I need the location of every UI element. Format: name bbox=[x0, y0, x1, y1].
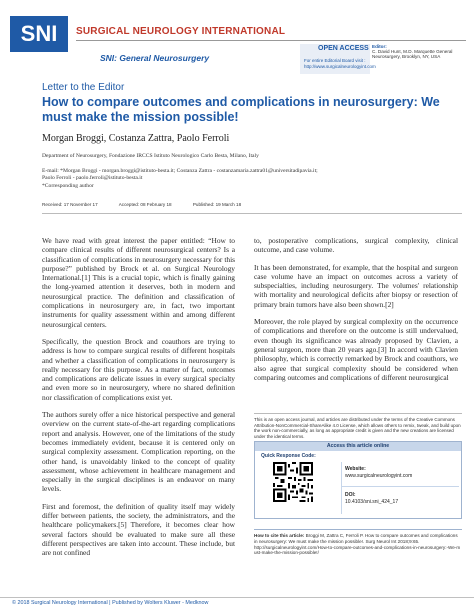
body-paragraph: The authors surely offer a nice historical perspective and general overview on the current state-of-the-art regarding complications report and analysis. However, one of the limitations of the study becomes immediately evident, because it is centered only on surgical complexity assessment. Complication reporting, on the other hand, is unavoidably linked to the concept of quality assessment, whose achievement in healthcare management and especially in the surgical disciplines is an endeavor on many levels. bbox=[42, 410, 235, 494]
cite-url[interactable]: http://surgicalneurologyint.com/How-to-compare-outcomes-and-complications-in-neurosurgery:-We-must-make-the-mission-possible!/ bbox=[254, 544, 461, 556]
article-affiliation: Department of Neurosurgery, Fondazione IRCCS Istituto Neurologico Carlo Besta, Milano, Italy bbox=[42, 153, 259, 159]
email-line-1[interactable]: E-mail: *Morgan Broggi - morgan.broggi@istituto-besta.it; Costanza Zattra - costanzamaria.zattra01@universitadipavia.it; bbox=[42, 168, 318, 174]
open-access-text[interactable]: For entire Editorial Board visit : http://www.surgicalneurologyint.com bbox=[304, 58, 376, 69]
access-box-divider bbox=[341, 486, 459, 487]
author-emails bbox=[42, 168, 462, 190]
journal-header bbox=[0, 0, 474, 72]
body-left-column bbox=[42, 236, 235, 566]
received-date: Received: 17 November 17 bbox=[42, 202, 98, 207]
corresponding-author: *Corresponding author bbox=[42, 182, 94, 189]
accepted-date: Accepted: 08 February 18 bbox=[118, 202, 172, 207]
editor-label: Editor: bbox=[372, 44, 387, 49]
qr-code-icon[interactable] bbox=[273, 462, 313, 502]
editor-text: C. David Hunt, M.D. Marquette General Neurosurgery, Brooklyn, NY, USA bbox=[372, 49, 453, 60]
body-paragraph: We have read with great interest the paper entitled: “How to compare clinical results of different neurosurgical centers? Is a classification of complications in neurosurgery necessary for this purpose?” published by Brock et al. on Surgical Neurology International.[1] This is a crucial topic, which is finally gaining the long-yearned attention it deserves, both in modern and neurosurgical practice. The definition and classification of complications in neurosurgery are, in fact, two important instruments for quality assessment within and among different neurosurgical centers. bbox=[42, 236, 235, 329]
email-line-2[interactable]: Paolo Ferroli - paolo.ferroli@istituto-besta.it bbox=[42, 175, 143, 182]
body-paragraph: First and foremost, the definition of quality itself may widely differ between patients, the society, the administrators, and the healthcare policymakers.[5] Therefore, it becomes clear how several factors should be evaluated to make sure all these different perspectives are taken into account. These include, but are not confined bbox=[42, 501, 235, 558]
open-access-label: OPEN ACCESS bbox=[318, 45, 369, 52]
website-label: Website: bbox=[345, 466, 366, 472]
body-paragraph: Specifically, the question Brock and coauthors are trying to address is how to compare surgical results of different hospitals and whether a classification of complications in neurosurgery is really necessary for this purpose. As a matter of fact, outcomes and complications are delicate issues in every surgical specialty and even more so in neurosurgery, where no shared definition nor classification of complications exist yet. bbox=[42, 336, 235, 402]
doi-link[interactable]: 10.4103/sni.sni_424_17 bbox=[345, 499, 399, 505]
body-paragraph: Moreover, the role played by surgical complexity on the occurrence of complications and therefore on the outcome is still undervalued, even though its significance was already proposed by Clavien, a general surgeon, more than 20 years ago.[3] In accord with Clavien philosophy, which is correctly remarked by Brock and coauthors, we also agree that surgical complexity should be considered when comparing outcomes and complications of different neurosurgical bbox=[254, 317, 458, 382]
license-notice: This is an open access journal, and articles are distributed under the terms of the Creative Commons Attribution-NonCommercial-ShareAlike 4.0 License, which allows others to remix, tweak, and build upon the work non-commercially, as long as appropriate credit is given and the new creations are licensed under the identical terms. bbox=[254, 413, 462, 439]
article-dates bbox=[42, 202, 261, 207]
access-box-divider bbox=[341, 462, 342, 514]
header-divider bbox=[76, 40, 466, 41]
access-article-box bbox=[254, 441, 462, 519]
cite-label: How to cite this article: bbox=[254, 533, 305, 538]
website-link[interactable]: www.surgicalneurologyint.com bbox=[345, 473, 413, 479]
article-title: How to compare outcomes and complications in neurosurgery: We must make the mission possible! bbox=[42, 95, 440, 124]
access-box-heading: Access this article online bbox=[255, 442, 461, 451]
footer-divider bbox=[0, 597, 474, 598]
journal-title: SURGICAL NEUROLOGY INTERNATIONAL bbox=[76, 26, 286, 37]
journal-logo: SNI bbox=[10, 16, 68, 52]
section-label: Letter to the Editor bbox=[42, 82, 125, 93]
body-paragraph: to, postoperative complications, surgical complexity, clinical outcome, and case volume. bbox=[254, 236, 458, 255]
cite-text: Broggi M, Zattra C, Ferroli P. How to compare outcomes and complications in neurosurgery: We must make the mission possible!. Surg Neurol Int 2018;9:65. bbox=[254, 533, 458, 544]
published-date: Published: 19 March 18 bbox=[192, 202, 242, 207]
how-to-cite bbox=[254, 529, 462, 556]
journal-subtitle: SNI: General Neurosurgery bbox=[100, 53, 210, 63]
body-right-column bbox=[254, 236, 458, 390]
editor-panel bbox=[372, 44, 468, 74]
doi-label: DOI: bbox=[345, 492, 356, 498]
article-authors: Morgan Broggi, Costanza Zattra, Paolo Ferroli bbox=[42, 133, 230, 144]
body-paragraph: It has been demonstrated, for example, that the hospital and surgeon case volume have an impact on outcomes across a variety of subspecialties, including neurosurgery. The volumes' relationship with mortality and neurological deficits after biopsy or resection of primary brain tumors have also been shown.[2] bbox=[254, 262, 458, 309]
dates-divider bbox=[42, 213, 462, 214]
footer-copyright: © 2018 Surgical Neurology International | Published by Wolters Kluwer - Medknow bbox=[12, 600, 209, 606]
qr-label: Quick Response Code: bbox=[261, 453, 316, 459]
